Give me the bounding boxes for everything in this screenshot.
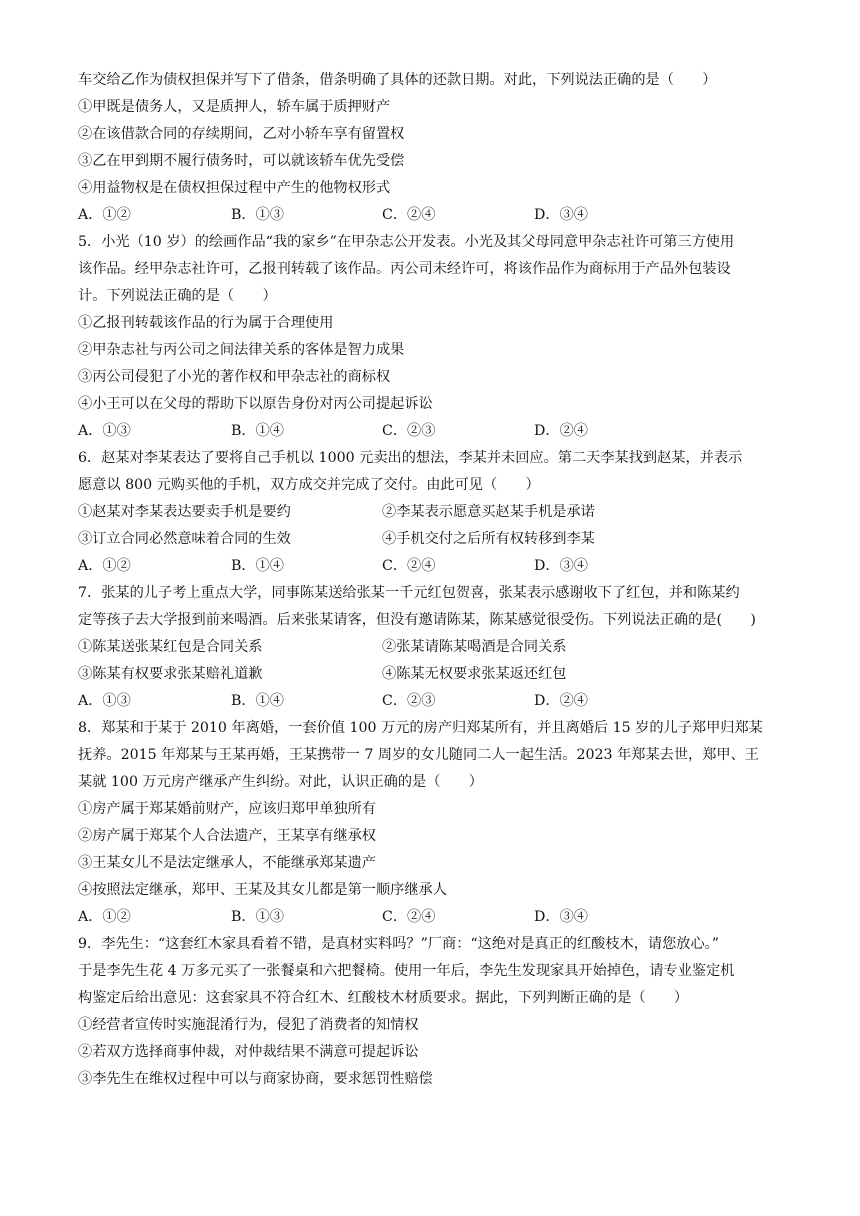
question-text: 车交给乙作为债权担保并写下了借条，借条明确了具体的还款日期。对此，下列说法正确的是（ ） bbox=[78, 72, 717, 88]
option-b: B．①④ bbox=[231, 558, 284, 574]
question-text: 抚养。2015 年郑某与王某再婚，王某携带一 7 周岁的女儿随同二人一起生活。2023 年郑某去世，郑甲、王 bbox=[78, 747, 759, 763]
option-c: C．②③ bbox=[382, 423, 436, 439]
option-c: C．②④ bbox=[382, 558, 436, 574]
question-text: 7．张某的儿子考上重点大学，同事陈某送给张某一千元红包贺喜，张某表示感谢收下了红包，并和陈某约 bbox=[78, 585, 740, 601]
statement: ②张某请陈某喝酒是合同关系 bbox=[382, 639, 567, 655]
option-a: A．①② bbox=[78, 207, 131, 223]
option-d: D．③④ bbox=[534, 558, 588, 574]
statement-pair bbox=[78, 637, 798, 657]
statement: ②甲杂志社与丙公司之间法律关系的客体是智力成果 bbox=[78, 342, 405, 358]
question-text: 计。下列说法正确的是（ ） bbox=[78, 288, 277, 304]
question-text: 8．郑某和于某于 2010 年离婚，一套价值 100 万元的房产归郑某所有，并且离婚后 15 岁的儿子郑甲归郑某 bbox=[78, 720, 763, 736]
option-c: C．②③ bbox=[382, 693, 436, 709]
option-b: B．①④ bbox=[231, 423, 284, 439]
option-b: B．①③ bbox=[231, 909, 284, 925]
statement: ③订立合同必然意味着合同的生效 bbox=[78, 531, 291, 547]
statement: ②房产属于郑某个人合法遗产，王某享有继承权 bbox=[78, 828, 376, 844]
option-a: A．①③ bbox=[78, 693, 131, 709]
answer-options bbox=[78, 556, 798, 576]
answer-options bbox=[78, 691, 798, 711]
option-d: D．③④ bbox=[534, 909, 588, 925]
option-b: B．①④ bbox=[231, 693, 284, 709]
statement: ①赵某对李某表达要卖手机是要约 bbox=[78, 504, 291, 520]
statement: ④陈某无权要求张某返还红包 bbox=[382, 666, 567, 682]
option-d: D．②④ bbox=[534, 423, 588, 439]
statement: ③乙在甲到期不履行债务时，可以就该轿车优先受偿 bbox=[78, 153, 405, 169]
statement: ①甲既是债务人，又是质押人，轿车属于质押财产 bbox=[78, 99, 391, 115]
option-c: C．②④ bbox=[382, 207, 436, 223]
statement-pair bbox=[78, 502, 798, 522]
statement: ①乙报刊转载该作品的行为属于合理使用 bbox=[78, 315, 334, 331]
answer-options bbox=[78, 205, 798, 225]
statement: ④手机交付之后所有权转移到李某 bbox=[382, 531, 595, 547]
option-a: A．①② bbox=[78, 558, 131, 574]
statement: ①经营者宣传时实施混淆行为，侵犯了消费者的知情权 bbox=[78, 1017, 419, 1033]
statement: ②若双方选择商事仲裁，对仲裁结果不满意可提起诉讼 bbox=[78, 1044, 419, 1060]
statement-pair bbox=[78, 529, 798, 549]
option-c: C．②④ bbox=[382, 909, 436, 925]
question-text: 定等孩子去大学报到前来喝酒。后来张某请客，但没有邀请陈某，陈某感觉很受伤。下列说法正确的是( ) bbox=[78, 612, 756, 628]
statement: ③王某女儿不是法定继承人，不能继承郑某遗产 bbox=[78, 855, 376, 871]
answer-options bbox=[78, 421, 798, 441]
statement: ④小王可以在父母的帮助下以原告身份对丙公司提起诉讼 bbox=[78, 396, 433, 412]
option-b: B．①③ bbox=[231, 207, 284, 223]
statement: ②在该借款合同的存续期间，乙对小轿车享有留置权 bbox=[78, 126, 405, 142]
statement: ④按照法定继承，郑甲、王某及其女儿都是第一顺序继承人 bbox=[78, 882, 447, 898]
statement: ①房产属于郑某婚前财产，应该归郑甲单独所有 bbox=[78, 801, 376, 817]
option-d: D．③④ bbox=[534, 207, 588, 223]
option-a: A．①③ bbox=[78, 423, 131, 439]
question-text: 某就 100 万元房产继承产生纠纷。对此，认识正确的是（ ） bbox=[78, 774, 483, 790]
statement: ②李某表示愿意买赵某手机是承诺 bbox=[382, 504, 595, 520]
question-text: 6．赵某对李某表达了要将自己手机以 1000 元卖出的想法，李某并未回应。第二天李某找到赵某，并表示 bbox=[78, 450, 743, 466]
option-a: A．①② bbox=[78, 909, 131, 925]
option-d: D．②④ bbox=[534, 693, 588, 709]
statement-pair bbox=[78, 664, 798, 684]
question-text: 愿意以 800 元购买他的手机，双方成交并完成了交付。由此可见（ ） bbox=[78, 477, 540, 493]
question-text: 构鉴定后给出意见：这套家具不符合红木、红酸枝木材质要求。据此，下列判断正确的是（ ） bbox=[78, 990, 689, 1006]
answer-options bbox=[78, 907, 798, 927]
statement: ③丙公司侵犯了小光的著作权和甲杂志社的商标权 bbox=[78, 369, 391, 385]
question-text: 该作品。经甲杂志社许可，乙报刊转载了该作品。丙公司未经许可，将该作品作为商标用于产品外包装设 bbox=[78, 261, 731, 277]
question-text: 9．李先生：“这套红木家具看着不错，是真材实料吗？”厂商：“这绝对是真正的红酸枝木，请您放心。” bbox=[78, 936, 720, 952]
statement: ③陈某有权要求张某赔礼道歉 bbox=[78, 666, 263, 682]
statement: ①陈某送张某红包是合同关系 bbox=[78, 639, 263, 655]
question-text: 5．小光（10 岁）的绘画作品“我的家乡”在甲杂志公开发表。小光及其父母同意甲杂志社许可第三方使用 bbox=[78, 234, 735, 250]
statement: ④用益物权是在债权担保过程中产生的他物权形式 bbox=[78, 180, 391, 196]
question-text: 于是李先生花 4 万多元买了一张餐桌和六把餐椅。使用一年后，李先生发现家具开始掉色，请专业鉴定机 bbox=[78, 963, 735, 979]
statement: ③李先生在维权过程中可以与商家协商，要求惩罚性赔偿 bbox=[78, 1071, 433, 1087]
